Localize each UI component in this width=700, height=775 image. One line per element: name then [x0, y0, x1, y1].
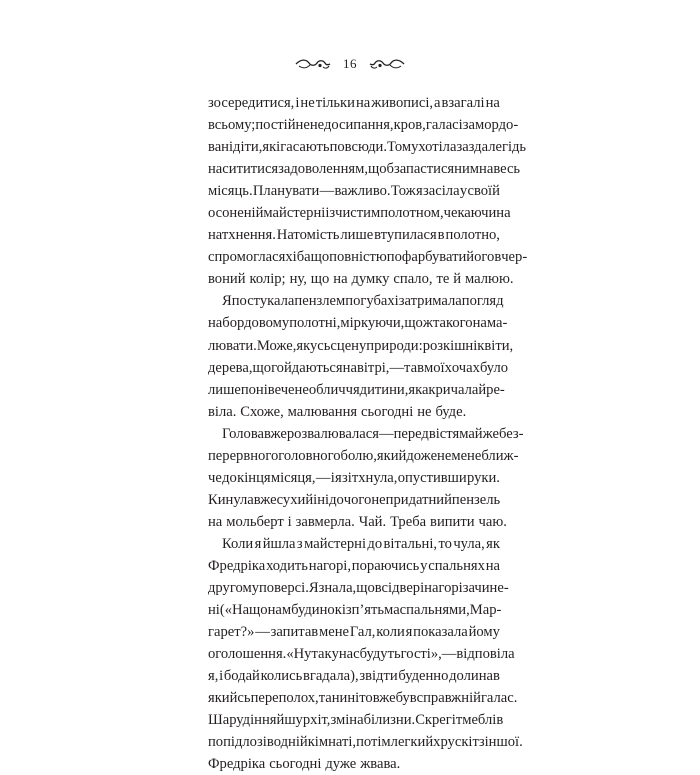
word: по — [208, 734, 224, 751]
text-line — [208, 335, 514, 357]
word: які — [262, 139, 281, 156]
word: розкішні — [422, 337, 478, 354]
word: Може, — [256, 337, 297, 354]
word: без- — [498, 425, 524, 442]
word: в — [437, 227, 445, 244]
word: сьогодні — [269, 756, 322, 773]
word: пофарбувати — [386, 249, 467, 266]
word: колір; — [249, 271, 286, 288]
word: спальнями, — [399, 602, 470, 619]
word: Фредріка — [208, 557, 266, 574]
word: Гал, — [349, 624, 376, 641]
word: лювати. — [208, 337, 257, 354]
word: спромоглася — [208, 249, 286, 266]
word: задоволенням, — [278, 161, 368, 178]
text-line — [208, 709, 504, 731]
word: нагорі — [424, 580, 463, 597]
word: яка — [408, 381, 429, 398]
word: кінця — [237, 469, 271, 486]
word: Шарудіння — [208, 712, 277, 729]
word: на — [485, 557, 500, 574]
word: мене — [319, 624, 350, 641]
word: чекаючи — [443, 205, 497, 222]
word: спальнях — [428, 557, 485, 574]
word: всі — [374, 580, 393, 597]
word: поверсі. — [259, 580, 309, 597]
word: було — [479, 359, 509, 376]
word: гості», — [400, 646, 442, 663]
text-line — [208, 445, 519, 467]
word: вже — [264, 425, 287, 442]
word: йому — [468, 624, 500, 641]
word: гасають — [280, 139, 330, 156]
word: нині — [331, 690, 360, 707]
word: Мар- — [469, 602, 502, 619]
text-line — [208, 379, 505, 401]
text-line — [208, 290, 504, 312]
word: майстерні — [304, 535, 366, 552]
word: чистим — [335, 205, 381, 222]
text-line — [208, 753, 500, 775]
word: нагорі, — [308, 557, 351, 574]
text-line — [208, 423, 524, 445]
word: мене — [451, 447, 482, 464]
text-line — [208, 246, 528, 268]
word: Коли — [222, 535, 254, 552]
word: міркуючи, — [340, 315, 405, 332]
word: на — [208, 513, 223, 530]
word: місяця, — [270, 469, 316, 486]
word: в — [417, 359, 424, 376]
word: вітрі, — [356, 359, 390, 376]
word: що — [252, 359, 272, 376]
word: і — [287, 513, 292, 530]
word: втупилася — [374, 227, 437, 244]
word: то — [438, 535, 452, 552]
word: руки. — [467, 469, 500, 486]
word: Фредріка — [208, 756, 266, 773]
word: пензлем — [294, 293, 346, 310]
word: по — [345, 293, 361, 310]
word: малювання — [287, 403, 358, 420]
text-line — [208, 511, 507, 533]
text-line — [208, 401, 500, 423]
text-line — [208, 621, 500, 643]
text-line — [208, 224, 500, 246]
word: діти, — [233, 139, 263, 156]
word: вгадала), — [302, 668, 359, 685]
word: — — [378, 425, 394, 442]
word: бордовому — [222, 315, 290, 332]
word: пораючись — [351, 557, 420, 574]
word: до — [367, 535, 383, 552]
text-line — [208, 467, 500, 489]
word: зачине- — [462, 580, 509, 597]
word: чаю. — [478, 513, 507, 530]
word: затримала — [398, 293, 462, 310]
word: «Ну — [286, 646, 312, 663]
word: Натомість — [276, 227, 340, 244]
word: — — [441, 646, 457, 663]
word: на — [333, 271, 348, 288]
word: спало, — [393, 271, 433, 288]
text-line — [208, 180, 500, 202]
word: запастися — [393, 161, 455, 178]
word: так — [311, 646, 332, 663]
text-line — [208, 489, 500, 511]
word: іншої. — [484, 734, 523, 751]
word: своїй — [467, 183, 500, 200]
word: гарет?» — [208, 624, 255, 641]
word: природи: — [366, 337, 423, 354]
body-text — [208, 92, 528, 775]
word: потім — [356, 734, 391, 751]
word: не — [371, 491, 386, 508]
right-ornament-icon — [369, 57, 405, 71]
text-line — [208, 599, 500, 621]
word: й — [478, 381, 487, 398]
word: коли — [376, 624, 405, 641]
word: буденно — [398, 668, 449, 685]
word: я, — [208, 668, 219, 685]
word: — — [319, 183, 335, 200]
word: нам — [267, 602, 292, 619]
word: вже — [253, 491, 277, 508]
word: не — [300, 95, 315, 111]
word: Я — [308, 580, 319, 597]
word: був — [395, 690, 417, 707]
word: хрускіт — [433, 734, 479, 751]
word: я — [335, 469, 342, 486]
word: обличчя — [308, 381, 360, 398]
text-line — [208, 731, 523, 753]
word: оголошення. — [208, 646, 287, 663]
word: придатний — [385, 491, 452, 508]
word: замордо- — [462, 117, 519, 134]
word: такого — [432, 315, 473, 332]
text-line — [208, 533, 500, 555]
word: жвава. — [360, 756, 401, 773]
word: і — [295, 95, 300, 111]
word: й — [453, 271, 462, 288]
word: Тож — [390, 183, 416, 200]
text-line — [208, 643, 515, 665]
word: лише — [208, 381, 241, 398]
word: віла. — [208, 403, 237, 420]
word: і — [394, 293, 399, 310]
word: кімнаті, — [307, 734, 357, 751]
word: із — [325, 205, 336, 222]
word: те — [436, 271, 450, 288]
word: Схоже, — [240, 403, 284, 420]
word: всьому; — [208, 117, 256, 134]
word: ні — [208, 602, 220, 619]
word: буде. — [435, 403, 467, 420]
word: малюю. — [465, 271, 514, 288]
word: полотні, — [289, 315, 341, 332]
word: я — [254, 535, 262, 552]
word: галас — [425, 117, 459, 134]
text-line — [208, 665, 500, 687]
word: хіба — [285, 249, 311, 266]
word: ж — [422, 315, 433, 332]
word: я — [405, 624, 413, 641]
word: що — [404, 315, 423, 332]
word: Скрегіт — [415, 712, 463, 729]
word: й — [276, 712, 285, 729]
text-line — [208, 312, 508, 334]
word: зітхнула, — [342, 469, 398, 486]
word: і — [330, 469, 335, 486]
word: відповіла — [456, 646, 515, 663]
word: якусь — [296, 337, 331, 354]
word: Треба — [390, 513, 427, 530]
word: легкий — [390, 734, 434, 751]
word: опустивши — [397, 469, 467, 486]
word: вітальні, — [383, 535, 438, 552]
word: що — [310, 271, 330, 288]
word: з — [296, 535, 303, 552]
text-line — [208, 268, 514, 290]
word: на — [342, 359, 357, 376]
word: меблів — [462, 712, 504, 729]
word: чула, — [453, 535, 485, 552]
word: че — [208, 469, 222, 486]
text-line — [208, 577, 509, 599]
word: до — [329, 491, 344, 508]
word: лише — [340, 227, 374, 244]
word: в — [494, 249, 502, 266]
word: який — [376, 447, 407, 464]
word: ну, — [289, 271, 307, 288]
word: у — [459, 183, 468, 200]
word: важливо. — [334, 183, 391, 200]
word: сьогодні — [361, 403, 414, 420]
word: осоненій — [208, 205, 264, 222]
word: розвалювалася — [286, 425, 379, 442]
word: нас — [338, 646, 360, 663]
word: чого — [343, 491, 372, 508]
word: дитини, — [359, 381, 409, 398]
word: а — [434, 95, 441, 111]
word: перервного — [208, 447, 279, 464]
word: очах — [451, 359, 480, 376]
word: п’ятьма — [351, 602, 400, 619]
word: колись — [260, 668, 303, 685]
word: ходить — [266, 557, 308, 574]
word: ні — [317, 491, 330, 508]
word: сцену — [330, 337, 367, 354]
word: хотіла — [418, 139, 457, 156]
word: чер- — [501, 249, 528, 266]
word: повсюди. — [329, 139, 388, 156]
word: постукала — [231, 293, 295, 310]
word: будинок — [291, 602, 342, 619]
word: ним — [454, 161, 480, 178]
word: кричала — [428, 381, 479, 398]
text-line — [208, 357, 509, 379]
text-line — [208, 136, 527, 158]
word: недосипання, — [309, 117, 394, 134]
word: зміна — [330, 712, 364, 729]
word: гойдаються — [271, 359, 343, 376]
word: його — [466, 249, 495, 266]
word: насититися — [208, 161, 279, 178]
word: Тому — [387, 139, 419, 156]
word: і — [458, 117, 463, 134]
word: бодай — [223, 668, 260, 685]
text-line — [208, 555, 500, 577]
word: думку — [351, 271, 390, 288]
word: в — [266, 734, 274, 751]
word: до — [222, 469, 237, 486]
word: головного — [278, 447, 341, 464]
word: місяць. — [208, 183, 253, 200]
word: болю, — [340, 447, 377, 464]
word: звідти — [359, 668, 398, 685]
word: на — [355, 95, 371, 111]
page-number: 16 — [343, 56, 357, 71]
word: долинав — [449, 668, 500, 685]
word: натхнення. — [208, 227, 276, 244]
word: із — [341, 602, 352, 619]
word: кров, — [393, 117, 426, 134]
word: підлозі — [223, 734, 267, 751]
word: губах — [360, 293, 395, 310]
word: вані — [208, 139, 234, 156]
word: зосередитися, — [208, 95, 295, 111]
word: якийсь — [208, 690, 251, 707]
word: понівечене — [240, 381, 309, 398]
word: на — [496, 205, 511, 222]
word: білизни. — [363, 712, 416, 729]
word: то — [359, 690, 373, 707]
word: Чай. — [358, 513, 387, 530]
word: ближ- — [481, 447, 519, 464]
word: повністю — [329, 249, 387, 266]
word: двері — [392, 580, 425, 597]
left-ornament-icon — [295, 57, 331, 71]
word: — — [389, 359, 405, 376]
word: випити — [430, 513, 475, 530]
word: запитав — [270, 624, 319, 641]
word: галас. — [480, 690, 518, 707]
word: шурхіт, — [284, 712, 331, 729]
word: воний — [208, 271, 246, 288]
word: Кинула — [208, 491, 254, 508]
word: погляд — [461, 293, 504, 310]
word: у — [331, 646, 339, 663]
word: квіти, — [477, 337, 514, 354]
word: пензель — [451, 491, 501, 508]
word: моїх — [424, 359, 452, 376]
word: і — [313, 491, 318, 508]
word: полотном, — [380, 205, 444, 222]
text-line — [208, 92, 500, 114]
word: йшла — [262, 535, 296, 552]
word: і — [219, 668, 224, 685]
word: майстерні — [263, 205, 326, 222]
word: нама- — [472, 315, 508, 332]
word: вже — [372, 690, 396, 707]
word: та — [318, 690, 332, 707]
word: знала, — [318, 580, 357, 597]
text-line — [208, 687, 518, 709]
word: Голова — [222, 425, 265, 442]
word: на — [479, 161, 494, 178]
word: живописі, — [371, 95, 434, 111]
word: тільки — [315, 95, 355, 111]
word: одній — [273, 734, 308, 751]
word: мольберт — [226, 513, 284, 530]
word: другому — [208, 580, 259, 597]
word: та — [404, 359, 418, 376]
word: — — [315, 469, 331, 486]
text-line — [208, 114, 519, 136]
word: заздалегідь — [456, 139, 527, 156]
word: дожене — [406, 447, 452, 464]
word: що — [310, 249, 330, 266]
word: майже — [459, 425, 499, 442]
text-line — [208, 202, 511, 224]
word: дуже — [325, 756, 357, 773]
word: весь — [493, 161, 521, 178]
word: сухий — [276, 491, 314, 508]
word: з — [478, 734, 485, 751]
word: я — [416, 183, 423, 200]
word: не — [417, 403, 432, 420]
word: будуть — [359, 646, 401, 663]
word: Я — [222, 293, 232, 310]
word: — — [255, 624, 270, 641]
word: показала — [413, 624, 468, 641]
page-header — [0, 54, 700, 74]
word: ре- — [486, 381, 505, 398]
word: дерева, — [208, 359, 253, 376]
word: взагалі — [441, 95, 485, 111]
word: («Нащо — [219, 602, 268, 619]
word: постійне — [255, 117, 310, 134]
word: щоб — [367, 161, 394, 178]
text-line — [208, 158, 521, 180]
word: справжній — [416, 690, 481, 707]
word: полотно, — [445, 227, 500, 244]
word: завмерла. — [295, 513, 355, 530]
word: як — [486, 535, 500, 552]
word: передвістя — [393, 425, 460, 442]
word: засіла — [423, 183, 460, 200]
word: у — [420, 557, 428, 574]
word: що — [356, 580, 375, 597]
word: на — [208, 315, 223, 332]
word: на — [485, 95, 500, 111]
word: Планувати — [252, 183, 320, 200]
word: переполох, — [250, 690, 319, 707]
